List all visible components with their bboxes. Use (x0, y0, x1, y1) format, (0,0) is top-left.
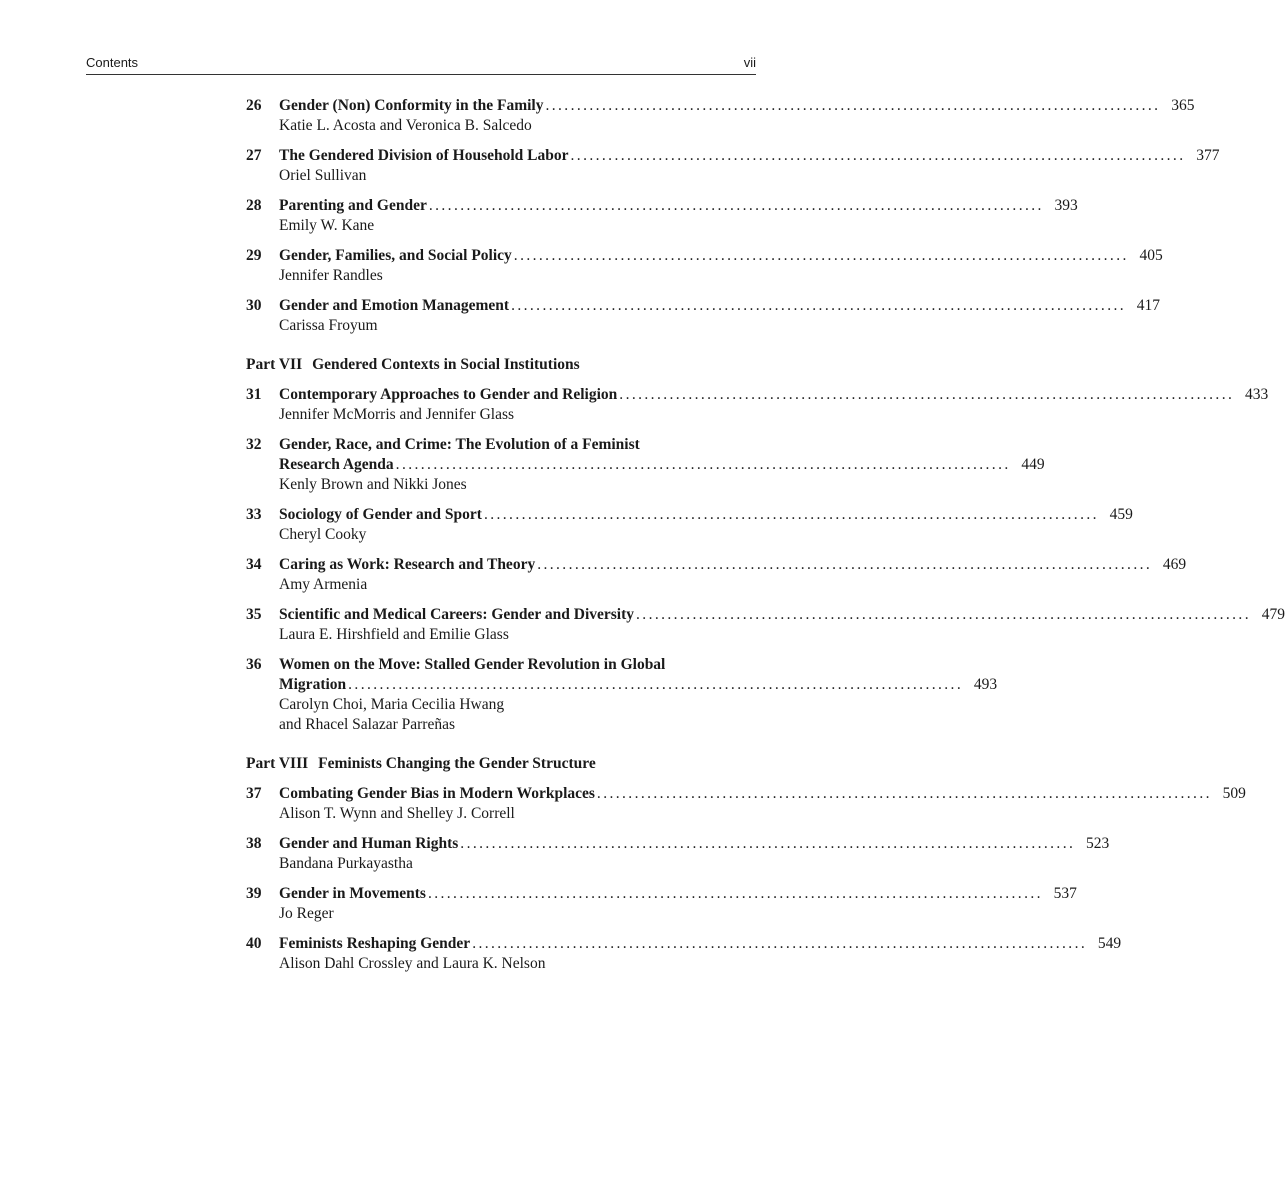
entry-body (279, 934, 1122, 974)
chapter-title-row (279, 934, 1122, 954)
chapter-authors: Bandana Purkayastha (279, 855, 413, 872)
chapter-authors: Amy Armenia (279, 576, 368, 593)
chapter-authors: Alison T. Wynn and Shelley J. Correll (279, 805, 515, 822)
chapter-authors: Jennifer McMorris and Jennifer Glass (279, 406, 515, 423)
part-heading (246, 355, 756, 375)
chapter-title[interactable]: Scientific and Medical Careers: Gender and Diversity (279, 606, 635, 623)
running-head (86, 55, 756, 75)
chapter-title-line: Gender, Race, and Crime: The Evolution of a Feminist (279, 436, 640, 453)
part-label: Part VIII (246, 755, 309, 772)
chapter-authors: Jennifer Randles (279, 267, 383, 284)
chapter-authors: Jo Reger (279, 905, 334, 922)
toc-entry[interactable] (246, 505, 1133, 545)
entry-body (279, 884, 1077, 924)
page-number: 365 (1171, 97, 1195, 114)
toc-entry[interactable] (246, 435, 1045, 495)
chapter-title-row (279, 605, 1285, 625)
dot-leader: .................................................................................................. (472, 935, 1088, 952)
dot-leader: .................................................................................................. (570, 147, 1186, 164)
toc-entry[interactable] (246, 884, 1077, 924)
chapter-number: 31 (246, 386, 262, 403)
page-number: 405 (1139, 247, 1163, 264)
dot-leader: .................................................................................................. (596, 785, 1212, 802)
chapter-title-row (279, 884, 1077, 904)
chapter-number: 39 (246, 885, 262, 902)
dot-leader: .................................................................................................. (348, 676, 964, 693)
chapter-number: 34 (246, 556, 262, 573)
dot-leader: .................................................................................................. (395, 456, 1011, 473)
toc-entry[interactable] (246, 934, 1122, 974)
page-number: 417 (1136, 297, 1161, 314)
chapter-title-row (279, 505, 1133, 525)
page-number: 479 (1261, 606, 1285, 623)
toc-entry[interactable] (246, 385, 1269, 425)
toc-entry[interactable] (246, 605, 1285, 645)
toc-entry[interactable] (246, 146, 1220, 186)
page-number: 523 (1086, 835, 1110, 852)
chapter-title[interactable]: Migration (279, 676, 347, 693)
chapter-title[interactable]: Gender and Emotion Management (279, 297, 510, 314)
chapter-title[interactable]: Gender and Human Rights (279, 835, 459, 852)
entry-body (279, 196, 1078, 236)
chapter-title-row (279, 455, 1045, 475)
chapter-number: 33 (246, 506, 262, 523)
chapter-title-row (279, 555, 1187, 575)
dot-leader: .................................................................................................. (428, 197, 1044, 214)
chapter-number: 38 (246, 835, 262, 852)
page-number: 537 (1053, 885, 1077, 902)
chapter-title[interactable]: Feminists Reshaping Gender (279, 935, 471, 952)
entry-body (279, 834, 1110, 874)
entry-body (279, 296, 1161, 336)
page-number: 449 (1021, 456, 1045, 473)
page-number: 393 (1054, 197, 1078, 214)
chapter-title-row (279, 196, 1078, 216)
chapter-number: 26 (246, 97, 262, 114)
dot-leader: .................................................................................................. (513, 247, 1129, 264)
chapter-title-row (279, 146, 1220, 166)
entry-body (279, 385, 1269, 425)
dot-leader: .................................................................................................. (483, 506, 1099, 523)
dot-leader: .................................................................................................. (537, 556, 1153, 573)
toc-entry[interactable] (246, 784, 1246, 824)
header-rule (86, 74, 756, 75)
chapter-title[interactable]: Gender (Non) Conformity in the Family (279, 97, 544, 114)
chapter-number: 30 (246, 297, 262, 314)
page-number: 469 (1162, 556, 1187, 573)
chapter-number: 32 (246, 436, 262, 453)
table-of-contents (246, 96, 1285, 984)
chapter-authors: and Rhacel Salazar Parreñas (279, 716, 456, 733)
chapter-authors: Carissa Froyum (279, 317, 378, 334)
chapter-number: 36 (246, 656, 262, 673)
entry-body (279, 505, 1133, 545)
page-number: 549 (1097, 935, 1122, 952)
running-head-section: Contents (86, 55, 139, 70)
chapter-authors: Alison Dahl Crossley and Laura K. Nelson (279, 955, 546, 972)
chapter-authors: Emily W. Kane (279, 217, 375, 234)
chapter-number: 37 (246, 785, 262, 802)
chapter-title-line: Women on the Move: Stalled Gender Revolution in Global (279, 656, 666, 673)
chapter-number: 35 (246, 606, 262, 623)
chapter-number: 40 (246, 935, 262, 952)
chapter-title[interactable]: Caring as Work: Research and Theory (279, 556, 536, 573)
chapter-title[interactable]: Parenting and Gender (279, 197, 427, 214)
part-title: Gendered Contexts in Social Institutions (312, 356, 580, 373)
dot-leader: .................................................................................................. (427, 885, 1043, 902)
chapter-title-row (279, 675, 998, 695)
entry-body (279, 96, 1195, 136)
chapter-title-row (279, 96, 1195, 116)
dot-leader: .................................................................................................. (460, 835, 1076, 852)
chapter-title[interactable]: Sociology of Gender and Sport (279, 506, 482, 523)
chapter-title-row (279, 784, 1246, 804)
chapter-authors: Katie L. Acosta and Veronica B. Salcedo (279, 117, 532, 134)
toc-entry[interactable] (246, 296, 1161, 336)
toc-entry[interactable] (246, 246, 1163, 286)
chapter-authors: Carolyn Choi, Maria Cecilia Hwang (279, 696, 505, 713)
chapter-number: 28 (246, 197, 262, 214)
chapter-title[interactable]: The Gendered Division of Household Labor (279, 147, 569, 164)
chapter-title[interactable]: Contemporary Approaches to Gender and Religion (279, 386, 618, 403)
chapter-title-row (279, 246, 1163, 266)
entry-body (279, 605, 1285, 645)
entry-body (279, 555, 1187, 595)
chapter-title[interactable]: Gender in Movements (279, 885, 426, 902)
toc-entry[interactable] (246, 196, 1078, 236)
chapter-authors: Laura E. Hirshfield and Emilie Glass (279, 626, 509, 643)
dot-leader: .................................................................................................. (636, 606, 1251, 623)
chapter-title[interactable]: Combating Gender Bias in Modern Workplaces (279, 785, 595, 802)
running-head-page-number: vii (743, 55, 756, 70)
chapter-authors: Cheryl Cooky (279, 526, 367, 543)
toc-entry[interactable] (246, 655, 998, 735)
dot-leader: .................................................................................................. (545, 97, 1161, 114)
page-number: 433 (1245, 386, 1269, 403)
dot-leader: .................................................................................................. (619, 386, 1235, 403)
entry-body (279, 146, 1220, 186)
toc-entry[interactable] (246, 96, 1195, 136)
page-number: 493 (973, 676, 998, 693)
toc-entry[interactable] (246, 834, 1110, 874)
part-label: Part VII (246, 356, 303, 373)
chapter-title[interactable]: Gender, Families, and Social Policy (279, 247, 512, 264)
entry-body (279, 784, 1246, 824)
entry-body (279, 655, 998, 735)
part-title: Feminists Changing the Gender Structure (318, 755, 596, 772)
entry-body (279, 246, 1163, 286)
chapter-title-row (279, 385, 1269, 405)
entry-body (279, 435, 1045, 495)
chapter-authors: Kenly Brown and Nikki Jones (279, 476, 467, 493)
dot-leader: .................................................................................................. (511, 297, 1127, 314)
chapter-number: 29 (246, 247, 262, 264)
chapter-title-row (279, 296, 1161, 316)
page-number: 509 (1222, 785, 1246, 802)
toc-entry[interactable] (246, 555, 1187, 595)
chapter-authors: Oriel Sullivan (279, 167, 367, 184)
part-heading (246, 754, 756, 774)
chapter-title[interactable]: Research Agenda (279, 456, 394, 473)
chapter-number: 27 (246, 147, 262, 164)
chapter-title-row (279, 834, 1110, 854)
page-number: 459 (1109, 506, 1133, 523)
page-number: 377 (1196, 147, 1220, 164)
